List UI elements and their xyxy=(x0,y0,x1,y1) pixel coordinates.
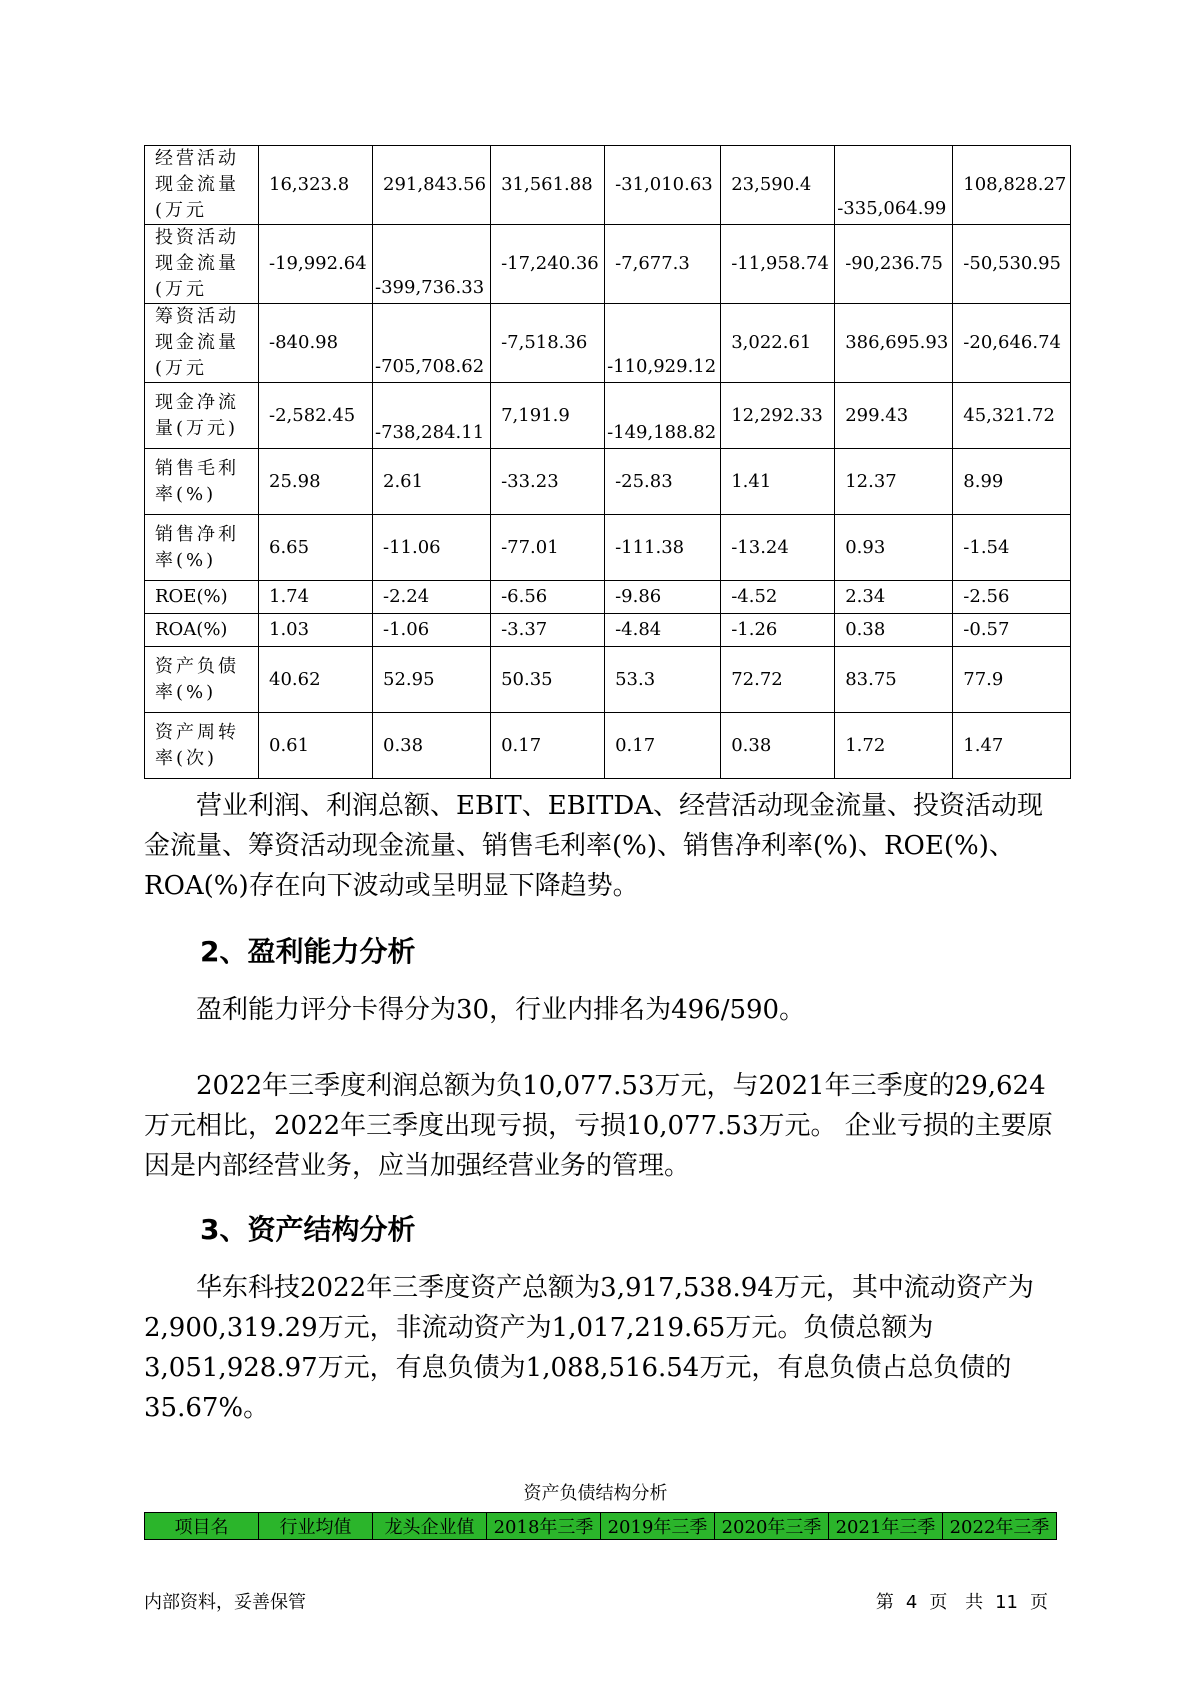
table-cell: 16,323.8 xyxy=(259,146,373,225)
asset-structure-paragraph: 华东科技2022年三季度资产总额为3,917,538.94万元，其中流动资产为2,900,319.29万元，非流动资产为1,017,219.65万元。负债总额为3,051,928.97万元，有息负债为1,088,516.54万元，有息负债占总负债的35.67%。 xyxy=(144,1273,1034,1423)
table-cell: 40.62 xyxy=(259,647,373,713)
table-cell: -705,708.62 xyxy=(373,304,491,383)
table-cell: -1.54 xyxy=(953,515,1071,581)
table-cell: 1.72 xyxy=(835,713,953,779)
column-header: 2021年三季 xyxy=(829,1513,943,1540)
table-cell: -33.23 xyxy=(491,449,605,515)
table-cell: 0.38 xyxy=(373,713,491,779)
table-row xyxy=(145,713,1071,779)
table-cell: -9.86 xyxy=(605,581,721,614)
total-pages: 11 xyxy=(995,1592,1018,1613)
table-row xyxy=(145,225,1071,304)
row-label: 资产周转率(次) xyxy=(145,713,259,779)
column-header: 2022年三季 xyxy=(943,1513,1057,1540)
table-row xyxy=(145,581,1071,614)
table-cell: 0.38 xyxy=(721,713,835,779)
total-unit: 页 xyxy=(1030,1592,1048,1613)
asset-liability-structure-table xyxy=(144,1512,1057,1540)
table-cell: 1.41 xyxy=(721,449,835,515)
row-label: 经营活动现金流量(万元 xyxy=(145,146,259,225)
table-cell: 108,828.27 xyxy=(953,146,1071,225)
table-cell: 2.34 xyxy=(835,581,953,614)
table-cell: -19,992.64 xyxy=(259,225,373,304)
row-label: ROE(%) xyxy=(145,581,259,614)
table-cell: 0.93 xyxy=(835,515,953,581)
profitability-score-paragraph: 盈利能力评分卡得分为30，行业内排名为496/590。 xyxy=(196,995,806,1025)
table-cell: 0.38 xyxy=(835,614,953,647)
table-cell: -111.38 xyxy=(605,515,721,581)
table-cell: 52.95 xyxy=(373,647,491,713)
table-cell: -77.01 xyxy=(491,515,605,581)
table-cell: 45,321.72 xyxy=(953,383,1071,449)
table-cell: 25.98 xyxy=(259,449,373,515)
table-cell: 1.47 xyxy=(953,713,1071,779)
column-header: 2018年三季 xyxy=(487,1513,601,1540)
table-row xyxy=(145,614,1071,647)
financial-indicator-table xyxy=(144,145,1071,779)
table-row xyxy=(145,146,1071,225)
table-cell: 0.17 xyxy=(491,713,605,779)
table-cell: -4.52 xyxy=(721,581,835,614)
section-heading-profitability: 2、盈利能力分析 xyxy=(200,935,416,968)
table-cell: 291,843.56 xyxy=(373,146,491,225)
table-row xyxy=(145,449,1071,515)
table-caption: 资产负债结构分析 xyxy=(523,1483,668,1504)
table-cell: -50,530.95 xyxy=(953,225,1071,304)
page-number xyxy=(870,1588,1054,1614)
profitability-detail-paragraph: 2022年三季度利润总额为负10,077.53万元，与2021年三季度的29,624万元相比，2022年三季度出现亏损，亏损10,077.53万元。 企业亏损的主要原因是内部经营业务，应当加强经营业务的管理。 xyxy=(144,1071,1053,1181)
table-cell: 3,022.61 xyxy=(721,304,835,383)
table-cell: 72.72 xyxy=(721,647,835,713)
column-header: 2020年三季 xyxy=(715,1513,829,1540)
table-cell: 6.65 xyxy=(259,515,373,581)
table-cell: 12,292.33 xyxy=(721,383,835,449)
table-cell: -20,646.74 xyxy=(953,304,1071,383)
row-label: 筹资活动现金流量(万元 xyxy=(145,304,259,383)
table-cell: 50.35 xyxy=(491,647,605,713)
table-cell: -7,677.3 xyxy=(605,225,721,304)
row-label: 资产负债率(%) xyxy=(145,647,259,713)
table-cell: -2.24 xyxy=(373,581,491,614)
table-cell: 1.74 xyxy=(259,581,373,614)
table-cell: -6.56 xyxy=(491,581,605,614)
table-cell: 0.17 xyxy=(605,713,721,779)
column-header: 龙头企业值 xyxy=(373,1513,487,1540)
table-cell: -13.24 xyxy=(721,515,835,581)
table-cell: -17,240.36 xyxy=(491,225,605,304)
table-cell: -399,736.33 xyxy=(373,225,491,304)
table-cell: 386,695.93 xyxy=(835,304,953,383)
table-row xyxy=(145,647,1071,713)
table-cell: -2,582.45 xyxy=(259,383,373,449)
column-header: 项目名 xyxy=(145,1513,259,1540)
table-cell: 12.37 xyxy=(835,449,953,515)
column-header: 行业均值 xyxy=(259,1513,373,1540)
total-prefix: 共 xyxy=(965,1592,984,1613)
section-heading-asset-structure: 3、资产结构分析 xyxy=(200,1213,416,1246)
table-cell: -2.56 xyxy=(953,581,1071,614)
confidential-notice: 内部资料，妥善保管 xyxy=(144,1592,306,1613)
table-cell: -149,188.82 xyxy=(605,383,721,449)
table-cell: 2.61 xyxy=(373,449,491,515)
table-cell: -335,064.99 xyxy=(835,146,953,225)
table-row xyxy=(145,304,1071,383)
table-cell: -11,958.74 xyxy=(721,225,835,304)
table-cell: -31,010.63 xyxy=(605,146,721,225)
table-cell: -1.06 xyxy=(373,614,491,647)
table-cell: -110,929.12 xyxy=(605,304,721,383)
table-cell: -11.06 xyxy=(373,515,491,581)
table-cell: -25.83 xyxy=(605,449,721,515)
table-cell: 83.75 xyxy=(835,647,953,713)
summary-paragraph: 营业利润、利润总额、EBIT、EBITDA、经营活动现金流量、投资活动现金流量、筹资活动现金流量、销售毛利率(%)、销售净利率(%)、ROE(%)、ROA(%)存在向下波动或呈明显下降趋势。 xyxy=(144,791,1044,901)
row-label: 现金净流量(万元) xyxy=(145,383,259,449)
table-cell: 53.3 xyxy=(605,647,721,713)
table-header-row xyxy=(145,1513,1057,1540)
row-label: 投资活动现金流量(万元 xyxy=(145,225,259,304)
column-header: 2019年三季 xyxy=(601,1513,715,1540)
table-cell: -840.98 xyxy=(259,304,373,383)
table-cell: 8.99 xyxy=(953,449,1071,515)
table-cell: -0.57 xyxy=(953,614,1071,647)
page-unit: 页 xyxy=(929,1592,948,1613)
table-cell: 7,191.9 xyxy=(491,383,605,449)
table-cell: 31,561.88 xyxy=(491,146,605,225)
row-label: ROA(%) xyxy=(145,614,259,647)
table-cell: -1.26 xyxy=(721,614,835,647)
row-label: 销售毛利率(%) xyxy=(145,449,259,515)
table-cell: -7,518.36 xyxy=(491,304,605,383)
page-prefix: 第 xyxy=(875,1592,894,1613)
current-page: 4 xyxy=(905,1592,918,1613)
table-cell: 299.43 xyxy=(835,383,953,449)
table-row xyxy=(145,515,1071,581)
table-cell: -4.84 xyxy=(605,614,721,647)
table-row xyxy=(145,383,1071,449)
table-cell: 77.9 xyxy=(953,647,1071,713)
row-label: 销售净利率(%) xyxy=(145,515,259,581)
table-cell: 0.61 xyxy=(259,713,373,779)
table-cell: 23,590.4 xyxy=(721,146,835,225)
table-cell: -3.37 xyxy=(491,614,605,647)
table-cell: -90,236.75 xyxy=(835,225,953,304)
table-cell: -738,284.11 xyxy=(373,383,491,449)
table-cell: 1.03 xyxy=(259,614,373,647)
